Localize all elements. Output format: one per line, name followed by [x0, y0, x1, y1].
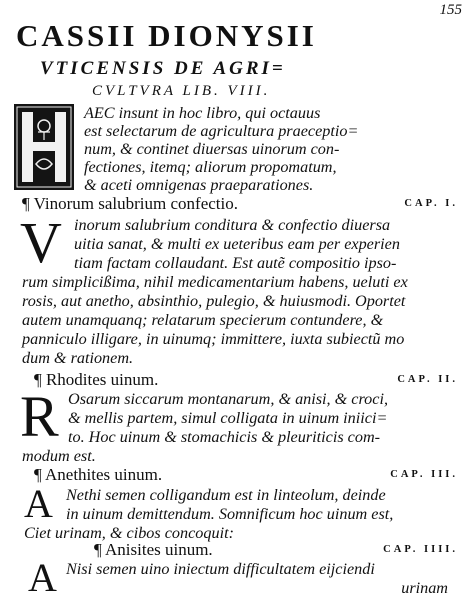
section-2-line: & mellis partem, simul colligata in uinum iniici= — [68, 409, 388, 427]
section-1-line: dum & rationem. — [22, 349, 134, 367]
ornament-icon — [14, 104, 74, 190]
intro-line-5: & aceti omnigenas praeparationes. — [84, 176, 314, 194]
section-2-line: Osarum siccarum montanarum, & anisi, & croci, — [68, 390, 388, 408]
section-2-cap: CAP. II. — [397, 374, 458, 385]
section-3-heading: ¶ Anethites uinum. — [34, 465, 163, 484]
section-4-drop-cap: A — [28, 555, 57, 600]
section-1-line: uitia sanat, & multi ex ueteribus eam per experien — [74, 235, 400, 253]
section-4-cap: CAP. IIII. — [383, 544, 458, 555]
section-1-cap: CAP. I. — [404, 198, 458, 209]
section-1-drop-cap: V — [20, 210, 62, 275]
section-4-heading: ¶ Anisites uinum. — [94, 540, 213, 559]
section-2-heading: ¶ Rhodites uinum. — [34, 370, 159, 389]
intro-line-2: est selectarum de agricultura praeceptio= — [84, 122, 359, 140]
title-line-3: CVLTVRA LIB. VIII. — [92, 83, 271, 99]
section-3-line: in uinum demittendum. Somnificum hoc uinum est, — [66, 505, 394, 523]
section-3-line: Ciet urinam, & cibos concoquit: — [24, 524, 234, 542]
title-line-1: CASSII DIONYSII — [16, 18, 317, 53]
section-1-line: inorum salubrium conditura & confectio diuersa — [74, 216, 391, 234]
intro-line-4: fectiones, itemq; aliorum propomatum, — [84, 158, 337, 176]
section-3-line: Nethi semen colligandum est in linteolum, deinde — [66, 486, 386, 504]
section-1-line: panniculo illigare, in uinumq; immittere, iuxta subiectũ mo — [22, 330, 405, 348]
title-line-2: VTICENSIS DE AGRI= — [40, 58, 286, 79]
section-1-line: tiam factam collaudant. Est autẽ compositio ipso- — [74, 254, 397, 272]
page-number: 155 — [439, 2, 462, 18]
section-1-line: rosis, aut anetho, absinthio, pulegio, & huiusmodi. Oportet — [22, 292, 406, 310]
section-3-drop-cap: A — [24, 481, 53, 526]
section-1-heading: ¶ Vinorum salubrium confectio. — [22, 194, 238, 213]
intro-line-3: num, & continet diuersas uinorum con- — [84, 140, 340, 158]
section-2-line: to. Hoc uinum & stomachicis & pleuriticis com- — [68, 428, 381, 446]
section-4-line: Nisi semen uino iniectum difficultatem eijciendi — [66, 560, 375, 578]
section-2-line: modum est. — [22, 447, 96, 465]
decorated-initial-h — [14, 104, 74, 190]
section-1-line: autem unamquanq; relatarum specierum contundere, & — [22, 311, 384, 329]
intro-line-1: AEC insunt in hoc libro, qui octauus — [84, 104, 321, 122]
section-3-cap: CAP. III. — [390, 469, 458, 480]
section-1-line: rum simplicißima, nihil medicamentarium habens, ueluti ex — [22, 273, 408, 291]
section-4-line: urinam — [401, 579, 448, 597]
section-2-drop-cap: R — [20, 384, 59, 449]
